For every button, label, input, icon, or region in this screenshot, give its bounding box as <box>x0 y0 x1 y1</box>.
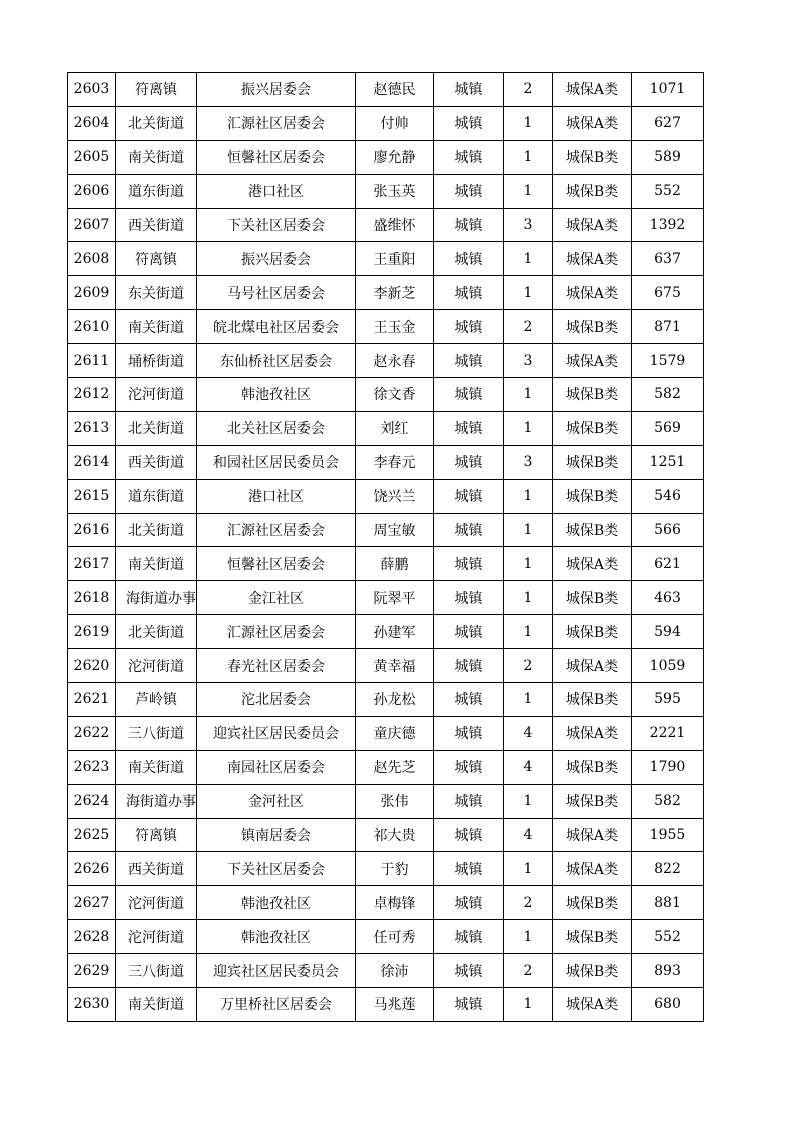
household-count-cell: 2 <box>504 886 553 920</box>
insurance-type-cell: 城保A类 <box>553 73 632 107</box>
table-row <box>68 683 704 717</box>
household-count-cell: 1 <box>504 615 553 649</box>
insurance-type-cell: 城保A类 <box>553 242 632 276</box>
amount-cell: 1251 <box>632 445 704 479</box>
record-id-cell: 2624 <box>68 784 116 818</box>
person-name-cell: 任可秀 <box>356 920 434 954</box>
record-id-cell: 2620 <box>68 649 116 683</box>
household-count-cell: 3 <box>504 445 553 479</box>
area-type-cell: 城镇 <box>434 411 504 445</box>
person-name-cell: 饶兴兰 <box>356 479 434 513</box>
person-name-cell: 赵永春 <box>356 344 434 378</box>
area-type-cell: 城镇 <box>434 649 504 683</box>
community-cell: 汇源社区居委会 <box>197 615 356 649</box>
person-name-cell: 廖允静 <box>356 140 434 174</box>
household-count-cell: 4 <box>504 716 553 750</box>
community-cell: 迎宾社区居民委员会 <box>197 716 356 750</box>
table-row <box>68 276 704 310</box>
household-count-cell: 1 <box>504 106 553 140</box>
street-cell <box>116 581 197 615</box>
area-type-cell: 城镇 <box>434 344 504 378</box>
table-row <box>68 174 704 208</box>
insurance-type-cell: 城保A类 <box>553 106 632 140</box>
amount-cell: 595 <box>632 683 704 717</box>
record-id-cell: 2608 <box>68 242 116 276</box>
household-count-cell: 1 <box>504 411 553 445</box>
area-type-cell: 城镇 <box>434 683 504 717</box>
community-cell: 汇源社区居委会 <box>197 513 356 547</box>
person-name-cell: 黄幸福 <box>356 649 434 683</box>
amount-cell: 881 <box>632 886 704 920</box>
household-count-cell: 2 <box>504 310 553 344</box>
record-id-cell: 2619 <box>68 615 116 649</box>
amount-cell: 680 <box>632 988 704 1022</box>
community-cell: 马号社区居委会 <box>197 276 356 310</box>
street-cell: 西关街道 <box>116 445 197 479</box>
record-id-cell: 2605 <box>68 140 116 174</box>
area-type-cell: 城镇 <box>434 716 504 750</box>
record-id-cell: 2604 <box>68 106 116 140</box>
community-cell: 镇南居委会 <box>197 818 356 852</box>
street-cell: 沱河街道 <box>116 886 197 920</box>
area-type-cell: 城镇 <box>434 242 504 276</box>
community-cell: 汇源社区居委会 <box>197 106 356 140</box>
insurance-type-cell: 城保B类 <box>553 140 632 174</box>
community-cell: 恒馨社区居委会 <box>197 547 356 581</box>
insurance-type-cell: 城保A类 <box>553 716 632 750</box>
community-cell: 韩池孜社区 <box>197 378 356 412</box>
table-row <box>68 479 704 513</box>
street-cell: 芦岭镇 <box>116 683 197 717</box>
street-cell: 三八街道 <box>116 954 197 988</box>
insurance-type-cell: 城保B类 <box>553 411 632 445</box>
table-row <box>68 140 704 174</box>
record-id-cell: 2617 <box>68 547 116 581</box>
person-name-cell: 王重阳 <box>356 242 434 276</box>
community-cell: 南园社区居委会 <box>197 750 356 784</box>
amount-cell: 1955 <box>632 818 704 852</box>
table-row <box>68 649 704 683</box>
insurance-type-cell: 城保B类 <box>553 581 632 615</box>
table-row <box>68 988 704 1022</box>
insurance-type-cell: 城保A类 <box>553 276 632 310</box>
community-cell: 金河社区 <box>197 784 356 818</box>
street-cell: 南关街道 <box>116 140 197 174</box>
table-row <box>68 378 704 412</box>
street-cell: 北关街道 <box>116 411 197 445</box>
street-cell: 南关街道 <box>116 547 197 581</box>
household-count-cell: 1 <box>504 581 553 615</box>
community-cell: 港口社区 <box>197 479 356 513</box>
amount-cell: 463 <box>632 581 704 615</box>
household-count-cell: 2 <box>504 649 553 683</box>
record-id-cell: 2626 <box>68 852 116 886</box>
household-count-cell: 1 <box>504 276 553 310</box>
area-type-cell: 城镇 <box>434 615 504 649</box>
table-row <box>68 411 704 445</box>
area-type-cell: 城镇 <box>434 208 504 242</box>
community-cell: 下关社区居委会 <box>197 852 356 886</box>
insurance-type-cell: 城保B类 <box>553 683 632 717</box>
record-id-cell: 2613 <box>68 411 116 445</box>
household-count-cell: 1 <box>504 479 553 513</box>
table-row <box>68 445 704 479</box>
household-count-cell: 4 <box>504 818 553 852</box>
street-cell: 东关街道 <box>116 276 197 310</box>
household-count-cell: 1 <box>504 140 553 174</box>
table-row <box>68 581 704 615</box>
record-id-cell: 2603 <box>68 73 116 107</box>
street-cell: 符离镇 <box>116 818 197 852</box>
record-id-cell: 2606 <box>68 174 116 208</box>
area-type-cell: 城镇 <box>434 378 504 412</box>
community-cell: 下关社区居委会 <box>197 208 356 242</box>
area-type-cell: 城镇 <box>434 310 504 344</box>
person-name-cell: 徐文香 <box>356 378 434 412</box>
amount-cell: 1071 <box>632 73 704 107</box>
insurance-type-cell: 城保B类 <box>553 378 632 412</box>
insurance-type-cell: 城保B类 <box>553 445 632 479</box>
insurance-type-cell: 城保B类 <box>553 750 632 784</box>
table-row <box>68 716 704 750</box>
record-id-cell: 2630 <box>68 988 116 1022</box>
area-type-cell: 城镇 <box>434 886 504 920</box>
insurance-type-cell: 城保B类 <box>553 920 632 954</box>
amount-cell: 893 <box>632 954 704 988</box>
record-id-cell: 2610 <box>68 310 116 344</box>
household-count-cell: 3 <box>504 208 553 242</box>
person-name-cell: 张玉英 <box>356 174 434 208</box>
street-label: 海街道办事 <box>126 590 196 607</box>
community-cell: 恒馨社区居委会 <box>197 140 356 174</box>
record-id-cell: 2612 <box>68 378 116 412</box>
insurance-type-cell: 城保B类 <box>553 954 632 988</box>
amount-cell: 589 <box>632 140 704 174</box>
amount-cell: 546 <box>632 479 704 513</box>
street-cell: 道东街道 <box>116 174 197 208</box>
person-name-cell: 徐沛 <box>356 954 434 988</box>
insurance-type-cell: 城保B类 <box>553 310 632 344</box>
amount-cell: 582 <box>632 784 704 818</box>
record-id-cell: 2618 <box>68 581 116 615</box>
amount-cell: 552 <box>632 174 704 208</box>
community-cell: 振兴居委会 <box>197 73 356 107</box>
amount-cell: 582 <box>632 378 704 412</box>
community-cell: 沱北居委会 <box>197 683 356 717</box>
community-cell: 迎宾社区居民委员会 <box>197 954 356 988</box>
record-id-cell: 2615 <box>68 479 116 513</box>
household-count-cell: 3 <box>504 344 553 378</box>
street-cell: 埇桥街道 <box>116 344 197 378</box>
area-type-cell: 城镇 <box>434 479 504 513</box>
insurance-type-cell: 城保B类 <box>553 174 632 208</box>
area-type-cell: 城镇 <box>434 547 504 581</box>
street-cell: 符离镇 <box>116 73 197 107</box>
household-count-cell: 1 <box>504 378 553 412</box>
person-name-cell: 李春元 <box>356 445 434 479</box>
area-type-cell: 城镇 <box>434 784 504 818</box>
amount-cell: 569 <box>632 411 704 445</box>
street-label: 海街道办事 <box>126 794 196 811</box>
person-name-cell: 刘红 <box>356 411 434 445</box>
person-name-cell: 卓梅锋 <box>356 886 434 920</box>
household-count-cell: 1 <box>504 988 553 1022</box>
street-cell: 北关街道 <box>116 106 197 140</box>
community-cell: 北关社区居委会 <box>197 411 356 445</box>
community-cell: 金江社区 <box>197 581 356 615</box>
insurance-type-cell: 城保A类 <box>553 818 632 852</box>
household-count-cell: 1 <box>504 784 553 818</box>
street-cell: 道东街道 <box>116 479 197 513</box>
amount-cell: 566 <box>632 513 704 547</box>
community-cell: 皖北煤电社区居委会 <box>197 310 356 344</box>
street-cell: 南关街道 <box>116 750 197 784</box>
insurance-type-cell: 城保A类 <box>553 852 632 886</box>
person-name-cell: 祁大贵 <box>356 818 434 852</box>
record-id-cell: 2627 <box>68 886 116 920</box>
table-body <box>68 73 704 1022</box>
street-cell: 南关街道 <box>116 988 197 1022</box>
amount-cell: 637 <box>632 242 704 276</box>
amount-cell: 822 <box>632 852 704 886</box>
community-cell: 万里桥社区居委会 <box>197 988 356 1022</box>
table-row <box>68 852 704 886</box>
street-cell: 北关街道 <box>116 513 197 547</box>
street-cell: 沱河街道 <box>116 649 197 683</box>
household-count-cell: 1 <box>504 547 553 581</box>
amount-cell: 552 <box>632 920 704 954</box>
amount-cell: 675 <box>632 276 704 310</box>
records-table <box>67 72 704 1022</box>
person-name-cell: 薛鹏 <box>356 547 434 581</box>
community-cell: 韩池孜社区 <box>197 886 356 920</box>
household-count-cell: 4 <box>504 750 553 784</box>
insurance-type-cell: 城保A类 <box>553 649 632 683</box>
record-id-cell: 2623 <box>68 750 116 784</box>
household-count-cell: 1 <box>504 852 553 886</box>
table-row <box>68 208 704 242</box>
person-name-cell: 赵德民 <box>356 73 434 107</box>
person-name-cell: 付帅 <box>356 106 434 140</box>
record-id-cell: 2614 <box>68 445 116 479</box>
household-count-cell: 1 <box>504 920 553 954</box>
household-count-cell: 1 <box>504 683 553 717</box>
street-cell: 西关街道 <box>116 852 197 886</box>
insurance-type-cell: 城保A类 <box>553 344 632 378</box>
record-id-cell: 2625 <box>68 818 116 852</box>
table-row <box>68 750 704 784</box>
record-id-cell: 2622 <box>68 716 116 750</box>
area-type-cell: 城镇 <box>434 818 504 852</box>
household-count-cell: 1 <box>504 174 553 208</box>
community-cell: 港口社区 <box>197 174 356 208</box>
person-name-cell: 孙建军 <box>356 615 434 649</box>
amount-cell: 1790 <box>632 750 704 784</box>
community-cell: 韩池孜社区 <box>197 920 356 954</box>
person-name-cell: 李新芝 <box>356 276 434 310</box>
insurance-type-cell: 城保A类 <box>553 547 632 581</box>
insurance-type-cell: 城保B类 <box>553 886 632 920</box>
insurance-type-cell: 城保A类 <box>553 208 632 242</box>
area-type-cell: 城镇 <box>434 174 504 208</box>
record-id-cell: 2621 <box>68 683 116 717</box>
insurance-type-cell: 城保B类 <box>553 615 632 649</box>
street-cell: 沱河街道 <box>116 378 197 412</box>
insurance-type-cell: 城保B类 <box>553 513 632 547</box>
table-row <box>68 73 704 107</box>
amount-cell: 2221 <box>632 716 704 750</box>
insurance-type-cell: 城保B类 <box>553 479 632 513</box>
area-type-cell: 城镇 <box>434 276 504 310</box>
table-row <box>68 310 704 344</box>
record-id-cell: 2607 <box>68 208 116 242</box>
person-name-cell: 童庆德 <box>356 716 434 750</box>
area-type-cell: 城镇 <box>434 954 504 988</box>
area-type-cell: 城镇 <box>434 140 504 174</box>
table-row <box>68 818 704 852</box>
area-type-cell: 城镇 <box>434 988 504 1022</box>
table-row <box>68 106 704 140</box>
insurance-type-cell: 城保B类 <box>553 784 632 818</box>
street-cell: 三八街道 <box>116 716 197 750</box>
area-type-cell: 城镇 <box>434 581 504 615</box>
person-name-cell: 周宝敏 <box>356 513 434 547</box>
street-cell: 符离镇 <box>116 242 197 276</box>
table-row <box>68 954 704 988</box>
street-cell: 西关街道 <box>116 208 197 242</box>
person-name-cell: 马兆莲 <box>356 988 434 1022</box>
record-id-cell: 2616 <box>68 513 116 547</box>
insurance-type-cell: 城保A类 <box>553 988 632 1022</box>
household-count-cell: 1 <box>504 513 553 547</box>
amount-cell: 621 <box>632 547 704 581</box>
table-row <box>68 513 704 547</box>
household-count-cell: 2 <box>504 954 553 988</box>
community-cell: 振兴居委会 <box>197 242 356 276</box>
table-row <box>68 344 704 378</box>
table-row <box>68 242 704 276</box>
record-id-cell: 2611 <box>68 344 116 378</box>
amount-cell: 627 <box>632 106 704 140</box>
person-name-cell: 王玉金 <box>356 310 434 344</box>
table-row <box>68 547 704 581</box>
community-cell: 春光社区居委会 <box>197 649 356 683</box>
table-row <box>68 886 704 920</box>
area-type-cell: 城镇 <box>434 106 504 140</box>
record-id-cell: 2609 <box>68 276 116 310</box>
amount-cell: 594 <box>632 615 704 649</box>
record-id-cell: 2628 <box>68 920 116 954</box>
household-count-cell: 2 <box>504 73 553 107</box>
community-cell: 和园社区居民委员会 <box>197 445 356 479</box>
person-name-cell: 赵先芝 <box>356 750 434 784</box>
table-row <box>68 920 704 954</box>
area-type-cell: 城镇 <box>434 445 504 479</box>
person-name-cell: 盛维怀 <box>356 208 434 242</box>
amount-cell: 1392 <box>632 208 704 242</box>
community-cell: 东仙桥社区居委会 <box>197 344 356 378</box>
person-name-cell: 阮翠平 <box>356 581 434 615</box>
person-name-cell: 于豹 <box>356 852 434 886</box>
amount-cell: 1059 <box>632 649 704 683</box>
area-type-cell: 城镇 <box>434 73 504 107</box>
area-type-cell: 城镇 <box>434 852 504 886</box>
amount-cell: 871 <box>632 310 704 344</box>
street-cell: 北关街道 <box>116 615 197 649</box>
street-cell: 沱河街道 <box>116 920 197 954</box>
table-row <box>68 615 704 649</box>
amount-cell: 1579 <box>632 344 704 378</box>
area-type-cell: 城镇 <box>434 513 504 547</box>
household-count-cell: 1 <box>504 242 553 276</box>
street-cell: 南关街道 <box>116 310 197 344</box>
record-id-cell: 2629 <box>68 954 116 988</box>
area-type-cell: 城镇 <box>434 920 504 954</box>
street-cell <box>116 784 197 818</box>
person-name-cell: 孙龙松 <box>356 683 434 717</box>
table-row <box>68 784 704 818</box>
area-type-cell: 城镇 <box>434 750 504 784</box>
person-name-cell: 张伟 <box>356 784 434 818</box>
